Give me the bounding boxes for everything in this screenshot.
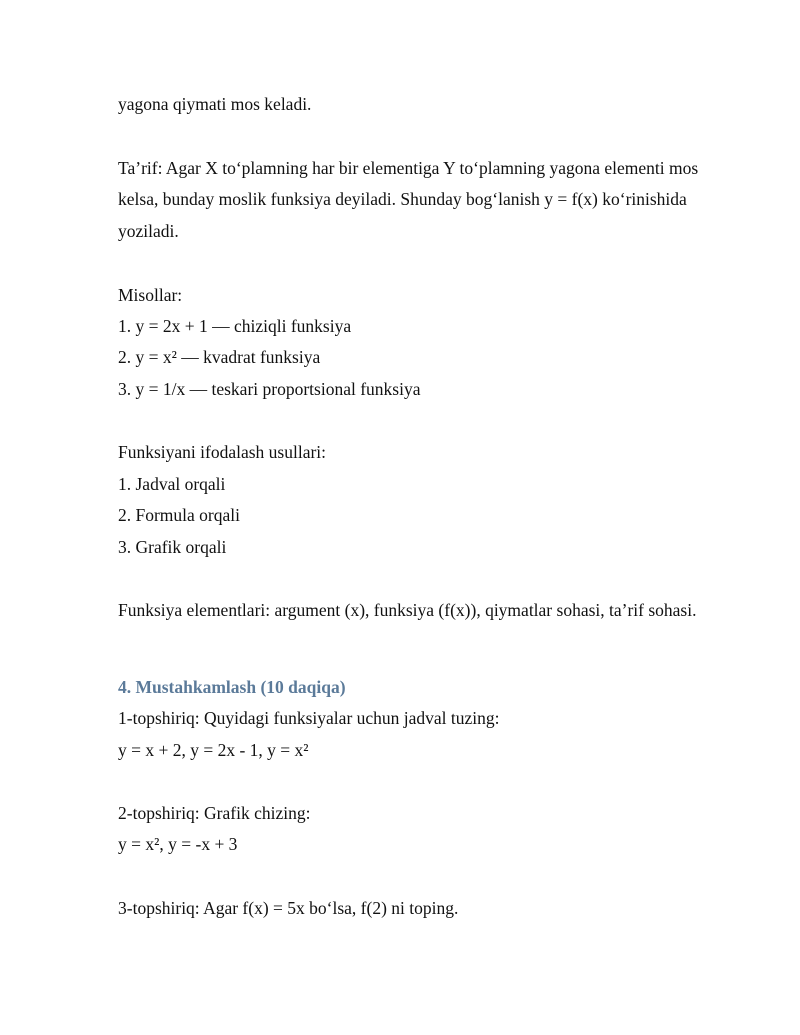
task-2-formulas: y = x², y = -x + 3 bbox=[118, 834, 238, 854]
method-item-2: 2. Formula orqali bbox=[118, 505, 240, 525]
function-elements: Funksiya elementlari: argument (x), funksiya (f(x)), qiymatlar sohasi, ta’rif sohasi. bbox=[118, 600, 697, 620]
definition-line-1: Ta’rif: Agar X to‘plamning har bir elementiga Y to‘plamning yagona elementi mos bbox=[118, 158, 699, 178]
intro-continuation: yagona qiymati mos keladi. bbox=[118, 94, 312, 114]
definition-line-3: yoziladi. bbox=[118, 221, 179, 241]
example-item-3: 3. y = 1/x — teskari proportsional funksiya bbox=[118, 379, 421, 399]
example-item-1: 1. y = 2x + 1 — chiziqli funksiya bbox=[118, 316, 352, 336]
method-item-3: 3. Grafik orqali bbox=[118, 537, 227, 557]
section-heading: 4. Mustahkamlash (10 daqiqa) bbox=[118, 677, 346, 697]
task-3: 3-topshiriq: Agar f(x) = 5x bo‘lsa, f(2) ni toping. bbox=[118, 898, 459, 918]
examples-title: Misollar: bbox=[118, 285, 183, 305]
methods-title: Funksiyani ifodalash usullari: bbox=[118, 442, 327, 462]
task-1: 1-topshiriq: Quyidagi funksiyalar uchun jadval tuzing: bbox=[118, 708, 500, 728]
example-item-2: 2. y = x² — kvadrat funksiya bbox=[118, 347, 321, 367]
definition-line-2: kelsa, bunday moslik funksiya deyiladi. Shunday bog‘lanish y = f(x) ko‘rinishida bbox=[118, 189, 687, 209]
method-item-1: 1. Jadval orqali bbox=[118, 474, 226, 494]
task-2: 2-topshiriq: Grafik chizing: bbox=[118, 803, 311, 823]
task-1-formulas: y = x + 2, y = 2x - 1, y = x² bbox=[118, 740, 309, 760]
